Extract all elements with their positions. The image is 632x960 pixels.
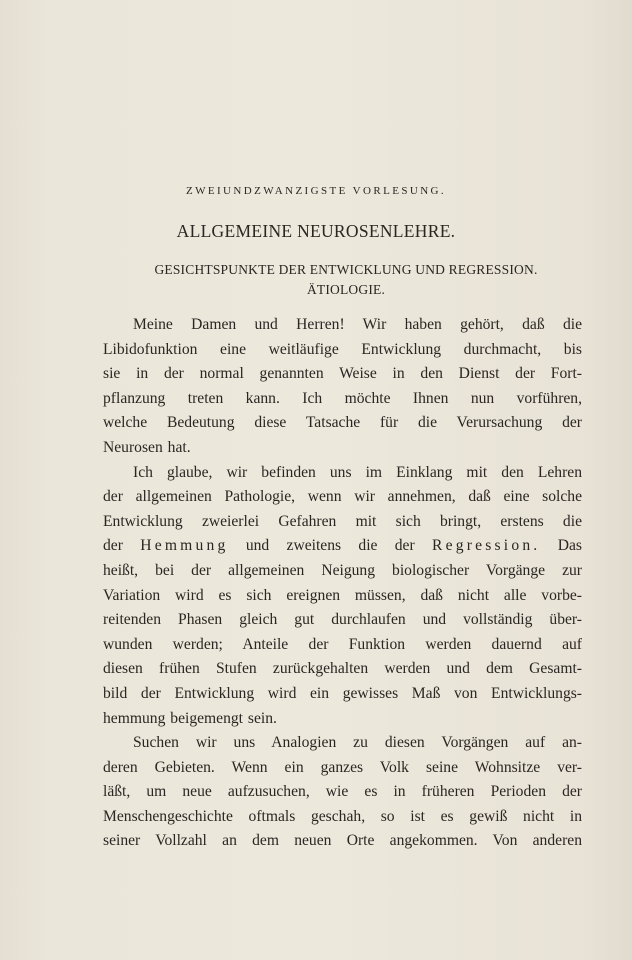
- text-line: Menschengeschichte oftmals geschah, so ist es gewiß nicht in: [103, 807, 582, 825]
- text-line: Libidofunktion eine weitläufige Entwicklung durchmacht, bis: [103, 340, 582, 358]
- text-fragment: Das: [557, 537, 583, 555]
- text-line: sie in der normal genannten Weise in den Dienst der Fort-: [103, 365, 582, 383]
- text-line: wunden werden; Anteile der Funktion werden dauernd auf: [103, 635, 582, 653]
- text-line: reitenden Phasen gleich gut durchlaufen und vollständig über-: [103, 611, 582, 629]
- text-line: heißt, bei der allgemeinen Neigung biologischer Vorgänge zur: [103, 561, 582, 579]
- lecture-heading: ZWEIUNDZWANZIGSTE VORLESUNG.: [185, 185, 447, 197]
- text-line: welche Bedeutung diese Tatsache für die Verursachung der: [103, 414, 582, 432]
- text-line: [103, 534, 582, 559]
- text-line: Meine Damen und Herren! Wir haben gehört, daß die: [133, 316, 582, 333]
- chapter-title: ALLGEMEINE NEUROSENLEHRE.: [176, 221, 456, 241]
- text-line: Neurosen hat.: [103, 438, 191, 456]
- text-line: der allgemeinen Pathologie, wenn wir annehmen, daß eine solche: [103, 488, 582, 506]
- text-line: Ich glaube, wir befinden uns im Einklang mit den Lehren: [133, 463, 582, 481]
- subtitle-line: GESICHTSPUNKTE DER ENTWICKLUNG UND REGRESSION.: [154, 262, 538, 277]
- chapter-subtitle: [100, 260, 592, 300]
- text-fragment: und zweitens die der: [245, 537, 415, 555]
- text-line: läßt, um neue aufzusuchen, wie es in früheren Perioden der: [103, 783, 582, 801]
- text-line: bild der Entwicklung wird ein gewisses Maß von Entwicklungs-: [103, 684, 582, 702]
- text-line: Variation wird es sich ereignen müssen, daß nicht alle vorbe-: [103, 586, 582, 604]
- emphasized-term-hemmung: Hemmung: [140, 537, 229, 555]
- text-line: diesen frühen Stufen zurückgehalten werden und dem Gesamt-: [103, 660, 582, 678]
- text-line: pflanzung treten kann. Ich möchte Ihnen nun vorführen,: [103, 389, 582, 407]
- subtitle-line: ÄTIOLOGIE.: [306, 282, 386, 297]
- text-line: Entwicklung zweierlei Gefahren mit sich bringt, erstens die: [103, 512, 582, 530]
- body-text: [103, 313, 582, 854]
- text-line: Suchen wir uns Analogien zu diesen Vorgängen auf an-: [133, 734, 582, 752]
- emphasized-term-regression: Regression.: [432, 537, 541, 555]
- text-line: hemmung beigemengt sein.: [103, 709, 277, 727]
- text-line: seiner Vollzahl an dem neuen Orte angekommen. Von anderen: [103, 832, 582, 850]
- text-line: deren Gebieten. Wenn ein ganzes Volk seine Wohnsitze ver-: [103, 758, 582, 776]
- text-fragment: der: [103, 537, 123, 555]
